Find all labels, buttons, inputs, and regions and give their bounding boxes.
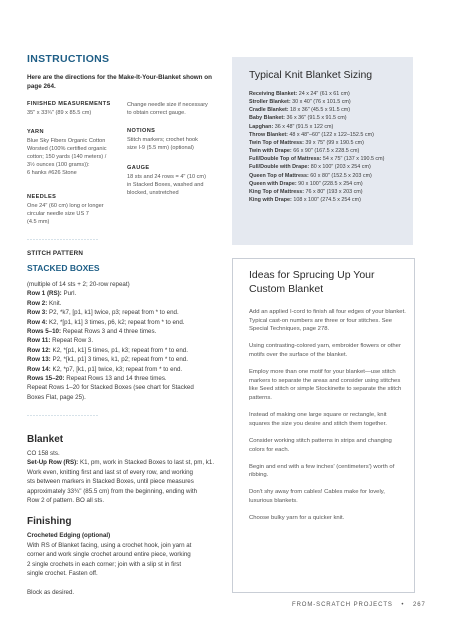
needles-text: One 24" (60 cm) long or longer circular needle size US 7 (4.5 mm) — [27, 203, 104, 225]
stitch-row: Row 4: K2, *[p1, k1] 3 times, p6, k2; repeat from * to end. — [27, 318, 185, 326]
stitch-rows — [27, 280, 242, 402]
sizing-item: Cradle Blanket: 18 x 36" (45.5 x 91.5 cm) — [249, 107, 351, 114]
needles-label: NEEDLES — [27, 194, 57, 200]
page-number: 267 — [412, 602, 426, 608]
section-divider-dots: ························ — [27, 413, 99, 419]
sizing-list — [249, 90, 414, 204]
sizing-item: Twin Top of Mattress: 39 x 75" (99 x 190.5 cm) — [249, 139, 364, 146]
idea-paragraph: Add an applied I-cord to finish all four edges of your blanket. Typical cast-on numbers are three or four stitches. See Special Techniques, page 278. — [249, 309, 406, 333]
finished-value: 35" x 33¾" (89 x 85.5 cm) — [27, 110, 92, 116]
stitch-row: (multiple of 14 sts + 2; 20-row repeat) — [27, 281, 130, 288]
idea-paragraph: Consider working stitch patterns in strips and changing colors for each. — [249, 437, 392, 453]
idea-paragraph: Begin and end with a few inches' (centimeters') worth of ribbing. — [249, 463, 395, 479]
stitch-pattern-heading: STITCH PATTERN — [27, 250, 84, 257]
idea-paragraph: Choose bulky yarn for a quicker knit. — [249, 515, 345, 522]
idea-paragraph: Instead of making one large square or rectangle, knit squares the size you desire and stitch them together. — [249, 412, 387, 427]
ideas-list — [249, 308, 407, 531]
stacked-boxes-heading: STACKED BOXES — [27, 263, 100, 273]
sizing-item: Queen with Drape: 90 x 100" (228.5 x 254 cm) — [249, 180, 363, 187]
needles-block — [27, 194, 122, 226]
idea-paragraph: Using contrasting-colored yarn, embroider flowers or other motifs over the surface of the blanket. — [249, 343, 401, 358]
sizing-item: Full/Double Top of Mattress: 54 x 75" (137 x 190.5 cm) — [249, 156, 385, 163]
sizing-item: Baby Blanket: 36 x 36" (91.5 x 91.5 cm) — [249, 115, 347, 122]
stitch-row: Row 11: Repeat Row 3. — [27, 337, 94, 345]
stitch-row: Row 2: Knit. — [27, 299, 62, 307]
gauge-block — [127, 165, 242, 197]
page-footer — [292, 602, 426, 608]
sizing-item: King Top of Mattress: 76 x 80" (193 x 203 cm) — [249, 188, 363, 195]
stitch-row: Row 1 (RS): Purl. — [27, 290, 77, 298]
yarn-label: YARN — [27, 129, 44, 135]
yarn-block — [27, 129, 122, 177]
instructions-intro: Here are the directions for the Make-It-Your-Blanket shown on page 264. — [27, 74, 212, 90]
finishing-text: With RS of Blanket facing, using a crochet hook, join yarn at corner and work single crochet around entire piece, working 2 single crochets in each corner; join with a slip st in first single crochet. Fasten off. — [27, 542, 192, 578]
footer-bullet: • — [401, 602, 405, 608]
gauge-text: 18 sts and 24 rows = 4" (10 cm) in Stacked Boxes, washed and blocked, unstretched — [127, 174, 206, 196]
block-note: Block as desired. — [27, 589, 75, 596]
finished-measurements — [27, 101, 122, 117]
sizing-item: Stroller Blanket: 30 x 40" (76 x 101.5 cm) — [249, 99, 351, 106]
blanket-text: CO 158 sts. Set-Up Row (RS): K1, pm, work in Stacked Boxes to last st, pm, k1. Work even, knitting first and last st of every row, and working sts between markers in Stacked Boxes, until piece measures approximately 33¾" (85.5 cm) from the beginning, ending with Row 2 of pattern. BO all sts. — [27, 450, 215, 505]
sizing-item: Lapghan: 36 x 48" (91.5 x 122 cm) — [249, 123, 334, 130]
sizing-item: Queen Top of Mattress: 60 x 80" (152.5 x 203 cm) — [249, 172, 372, 179]
finishing-heading: Finishing — [27, 516, 72, 527]
sizing-item: Throw Blanket: 48 x 48"–60" (122 x 122–152.5 cm) — [249, 131, 374, 138]
sizing-item: Twin with Drape: 66 x 90" (167.5 x 228.5 cm) — [249, 148, 360, 155]
stitch-row: Rows 15–20: Repeat Rows 13 and 14 three times. — [27, 375, 167, 383]
stitch-row: Row 14: K2, *p7, [k1, p1] twice, k3; repeat from * to end. — [27, 365, 183, 373]
notions-label: NOTIONS — [127, 128, 156, 134]
stitch-row: Row 3: P2, *k7, [p1, k1] twice, p3; repeat from * to end. — [27, 309, 179, 317]
idea-paragraph: Employ more than one motif for your blanket—use stitch markers to separate the areas and consider using stitches like Seed stitch or simple Stockinette to separate the stitch patterns. — [249, 369, 402, 401]
sizing-item: Receiving Blanket: 24 x 24" (61 x 61 cm) — [249, 91, 350, 97]
stitch-row: Rows 5–10: Repeat Rows 3 and 4 three times. — [27, 328, 157, 336]
section-divider-dots: ························ — [27, 237, 99, 243]
idea-paragraph: Don't shy away from cables! Cables make for lovely, luxurious blankets. — [249, 489, 385, 505]
ideas-title: Ideas for Sprucing Up Your Custom Blanket — [249, 269, 375, 295]
sizing-item: King with Drape: 108 x 100" (274.5 x 254 cm) — [249, 197, 361, 204]
stitch-row: Boxes Flat, page 25). — [27, 393, 86, 401]
gauge-note: Change needle size if necessary to obtain correct gauge. — [127, 102, 208, 116]
instructions-heading: INSTRUCTIONS — [27, 53, 110, 65]
sizing-title: Typical Knit Blanket Sizing — [249, 69, 373, 81]
sizing-item: Full/Double with Drape: 80 x 100" (203 x 254 cm) — [249, 164, 371, 171]
stitch-row: Row 13: P2, *[k1, p1] 3 times, k1, p2; repeat from * to end. — [27, 356, 188, 364]
crocheted-edging-heading: Crocheted Edging (optional) — [27, 532, 111, 539]
notions-block — [127, 128, 242, 152]
yarn-text: Blue Sky Fibers Organic Cotton Worsted (100% certified organic cotton; 150 yards (140 meters) / 3½ ounces (100 grams)): 6 hanks #626 Stone — [27, 138, 107, 176]
gauge-label: GAUGE — [127, 165, 150, 171]
stitch-row: Row 12: K2, *[p1, k1] 5 times, p1, k3; repeat from * to end. — [27, 346, 188, 354]
footer-section-title: FROM-SCRATCH PROJECTS — [292, 602, 393, 608]
blanket-heading: Blanket — [27, 434, 64, 445]
notions-text: Stitch markers; crochet hook size I-9 (5.5 mm) (optional) — [127, 137, 198, 151]
stitch-row: Repeat Rows 1–20 for Stacked Boxes (see chart for Stacked — [27, 384, 194, 392]
finished-label: FINISHED MEASUREMENTS — [27, 101, 111, 107]
